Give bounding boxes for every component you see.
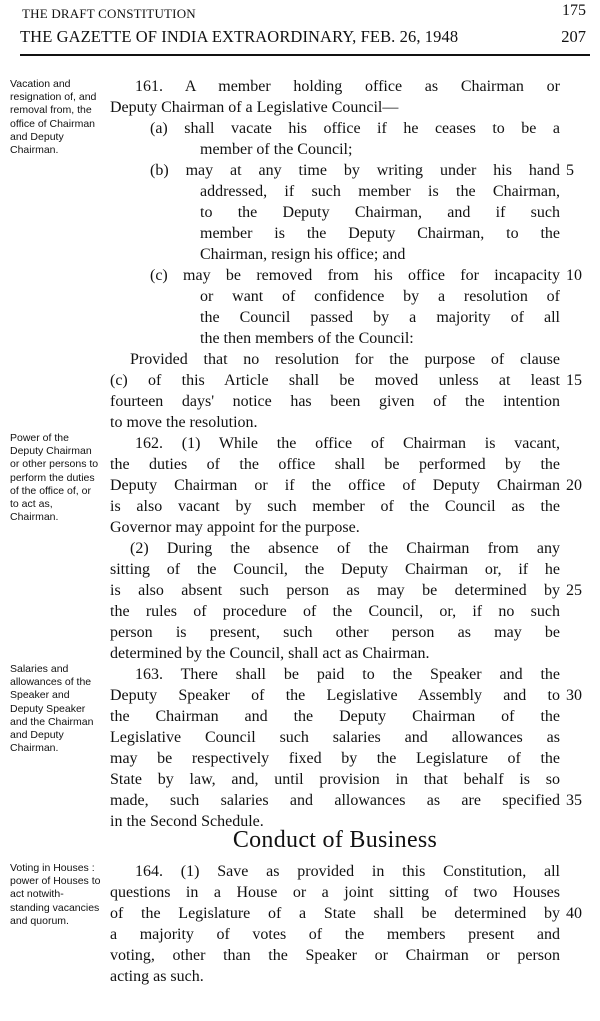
line-number: 20 (566, 477, 582, 494)
text-line: a majority of votes of the members present and (110, 926, 560, 943)
text-line: Provided that no resolution for the purpose of clause (130, 351, 560, 368)
text-line: 162. (1) While the office of Chairman is vacant, (135, 435, 560, 452)
text-line: the then members of the Council: (200, 330, 414, 347)
text-line: the Council passed by a majority of all (200, 309, 560, 326)
line-number: 30 (566, 687, 582, 704)
text-line: the duties of the office shall be performed by the (110, 456, 560, 473)
line-number: 25 (566, 582, 582, 599)
text-line: made, such salaries and allowances as are specified (110, 792, 560, 809)
text-line: Deputy Speaker of the Legislative Assembly and to (110, 687, 560, 704)
line-number: 10 (566, 267, 582, 284)
text-line: Governor may appoint for the purpose. (110, 519, 360, 536)
text-line: to move the resolution. (110, 414, 258, 431)
text-line: of the Legislature of a State shall be determined by (110, 905, 560, 922)
text-line: or want of confidence by a resolution of (200, 288, 560, 305)
text-line: (b) may at any time by writing under his hand (150, 162, 560, 179)
text-line: Deputy Chairman of a Legislative Council— (110, 99, 399, 116)
text-line: is also vacant by such member of the Council as the (110, 498, 560, 515)
text-line: (c) of this Article shall be moved unless at least (110, 372, 560, 389)
text-line: Chairman, resign his office; and (200, 246, 406, 263)
gazette-title: THE GAZETTE OF INDIA EXTRAORDINARY, FEB. 26, 1948 (20, 27, 459, 46)
text-line: determined by the Council, shall act as Chairman. (110, 645, 430, 662)
line-number: 40 (566, 905, 582, 922)
draft-page-number: 175 (562, 2, 586, 19)
text-line: may be respectively fixed by the Legislature of the (110, 750, 560, 767)
section-heading: Conduct of Business (232, 827, 438, 853)
line-number: 15 (566, 372, 582, 389)
text-line: 161. A member holding office as Chairman or (135, 78, 560, 95)
header-rule (20, 54, 590, 56)
text-line: sitting of the Council, the Deputy Chairman or, if he (110, 561, 560, 578)
text-line: (2) During the absence of the Chairman from any (130, 540, 560, 557)
text-line: Legislative Council such salaries and allowances as (110, 729, 560, 746)
publication-title: THE DRAFT CONSTITUTION (22, 6, 196, 21)
text-line: in the Second Schedule. (110, 813, 264, 830)
text-line: Deputy Chairman or if the office of Deputy Chairman (110, 477, 560, 494)
text-line: the rules of procedure of the Council, or, if no such (110, 603, 560, 620)
line-number: 35 (566, 792, 582, 809)
text-line: addressed, if such member is the Chairman, (200, 183, 560, 200)
text-line: member is the Deputy Chairman, to the (200, 225, 560, 242)
margin-note-163: Salaries and allowances of the Speaker and Deputy Speaker and the Chairman and Deputy Chairman. (10, 663, 94, 755)
text-line: 164. (1) Save as provided in this Constitution, all (135, 863, 560, 880)
text-line: member of the Council; (200, 141, 353, 158)
text-line: is also absent such person as may be determined by (110, 582, 560, 599)
text-line: acting as such. (110, 968, 204, 985)
text-line: person is present, such other person as may be (110, 624, 560, 641)
text-line: State by law, and, until provision in that behalf is so (110, 771, 560, 788)
margin-note-162: Power of the Deputy Chairman or other persons to perform the duties of the office of, or to act as, Chairman. (10, 432, 99, 524)
text-line: voting, other than the Speaker or Chairman or person (110, 947, 560, 964)
text-line: the Chairman and the Deputy Chairman of the (110, 708, 560, 725)
text-line: to the Deputy Chairman, and if such (200, 204, 560, 221)
gazette-page-number: 207 (561, 27, 586, 46)
text-line: 163. There shall be paid to the Speaker and the (135, 666, 560, 683)
line-number: 5 (566, 162, 574, 179)
margin-note-164: Voting in Houses : power of Houses to act notwith-standing vacancies and quorum. (10, 862, 101, 927)
margin-note-161: Vacation and resignation of, and removal from, the office of Chairman and Deputy Chairman. (10, 78, 97, 157)
text-line: (a) shall vacate his office if he ceases to be a (150, 120, 560, 137)
text-line: fourteen days' notice has been given of the intention (110, 393, 560, 410)
text-line: questions in a House or a joint sitting of two Houses (110, 884, 560, 901)
text-line: (c) may be removed from his office for incapacity (150, 267, 560, 284)
